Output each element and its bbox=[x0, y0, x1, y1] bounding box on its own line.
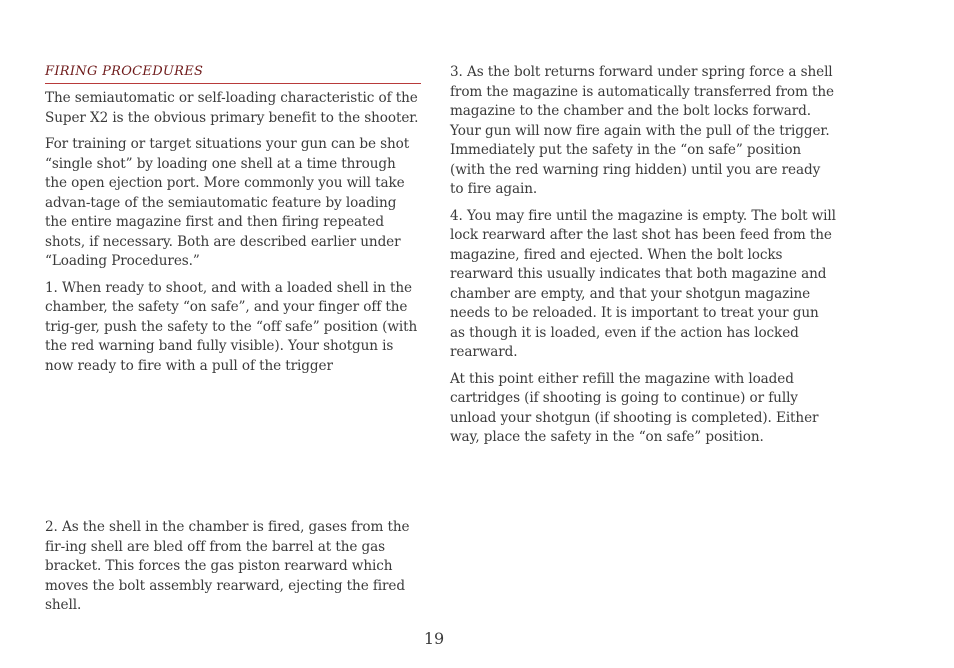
paragraph-refill: At this point either refill the magazine with loaded cartridges (if shooting is going to continue) or fully unload your shotgun (if shooting is completed). Either way, place the safety in the “on safe” position. bbox=[450, 370, 819, 445]
paragraph-step-2: 2. As the shell in the chamber is fired, gases from the fir-ing shell are bled off from the barrel at the gas bracket. This forces the gas piston rearward which moves the bolt assembly rearward, ejecting the fired shell. bbox=[45, 519, 410, 613]
paragraph-step-3: 3. As the bolt returns forward under spring force a shell from the magazine is automatically transferred from the magazine to the chamber and the bolt locks forward. Your gun will now fire again with the pull of the trigger. Immediately put the safety in the “on safe” position (with the red warning ring hidden) until you are ready to fire again. bbox=[450, 64, 834, 197]
left-column-bottom bbox=[45, 518, 421, 623]
page-number: 19 bbox=[423, 629, 445, 648]
paragraph-intro: The semiautomatic or self-loading characteristic of the Super X2 is the obvious primary benefit to the shooter. bbox=[45, 90, 419, 126]
paragraph-step-1: 1. When ready to shoot, and with a loaded shell in the chamber, the safety “on safe”, and your finger off the trig-ger, push the safety to the “off safe” position (with the red warning band fully visible). Your shotgun is now ready to fire with a pull of the trigger bbox=[45, 279, 418, 374]
paragraph-training: For training or target situations your gun can be shot “single shot” by loading one shell at a time through the open ejection port. More commonly you will take advan-tage of the semiautomatic feature by loading the entire magazine first and then firing repeated shots, if necessary. Both are described earlier under “Loading Procedures.” bbox=[45, 136, 410, 269]
left-column bbox=[45, 63, 421, 383]
right-column bbox=[450, 63, 836, 455]
section-heading: FIRING PROCEDURES bbox=[45, 63, 421, 84]
paragraph-step-4: 4. You may fire until the magazine is empty. The bolt will lock rearward after the last shot has been feed from the magazine, fired and ejected. When the bolt locks rearward this usually indicates that both magazine and chamber are empty, and that your shotgun magazine needs to be reloaded. It is important to treat your gun as though it is loaded, even if the action has locked rearward. bbox=[450, 207, 836, 360]
